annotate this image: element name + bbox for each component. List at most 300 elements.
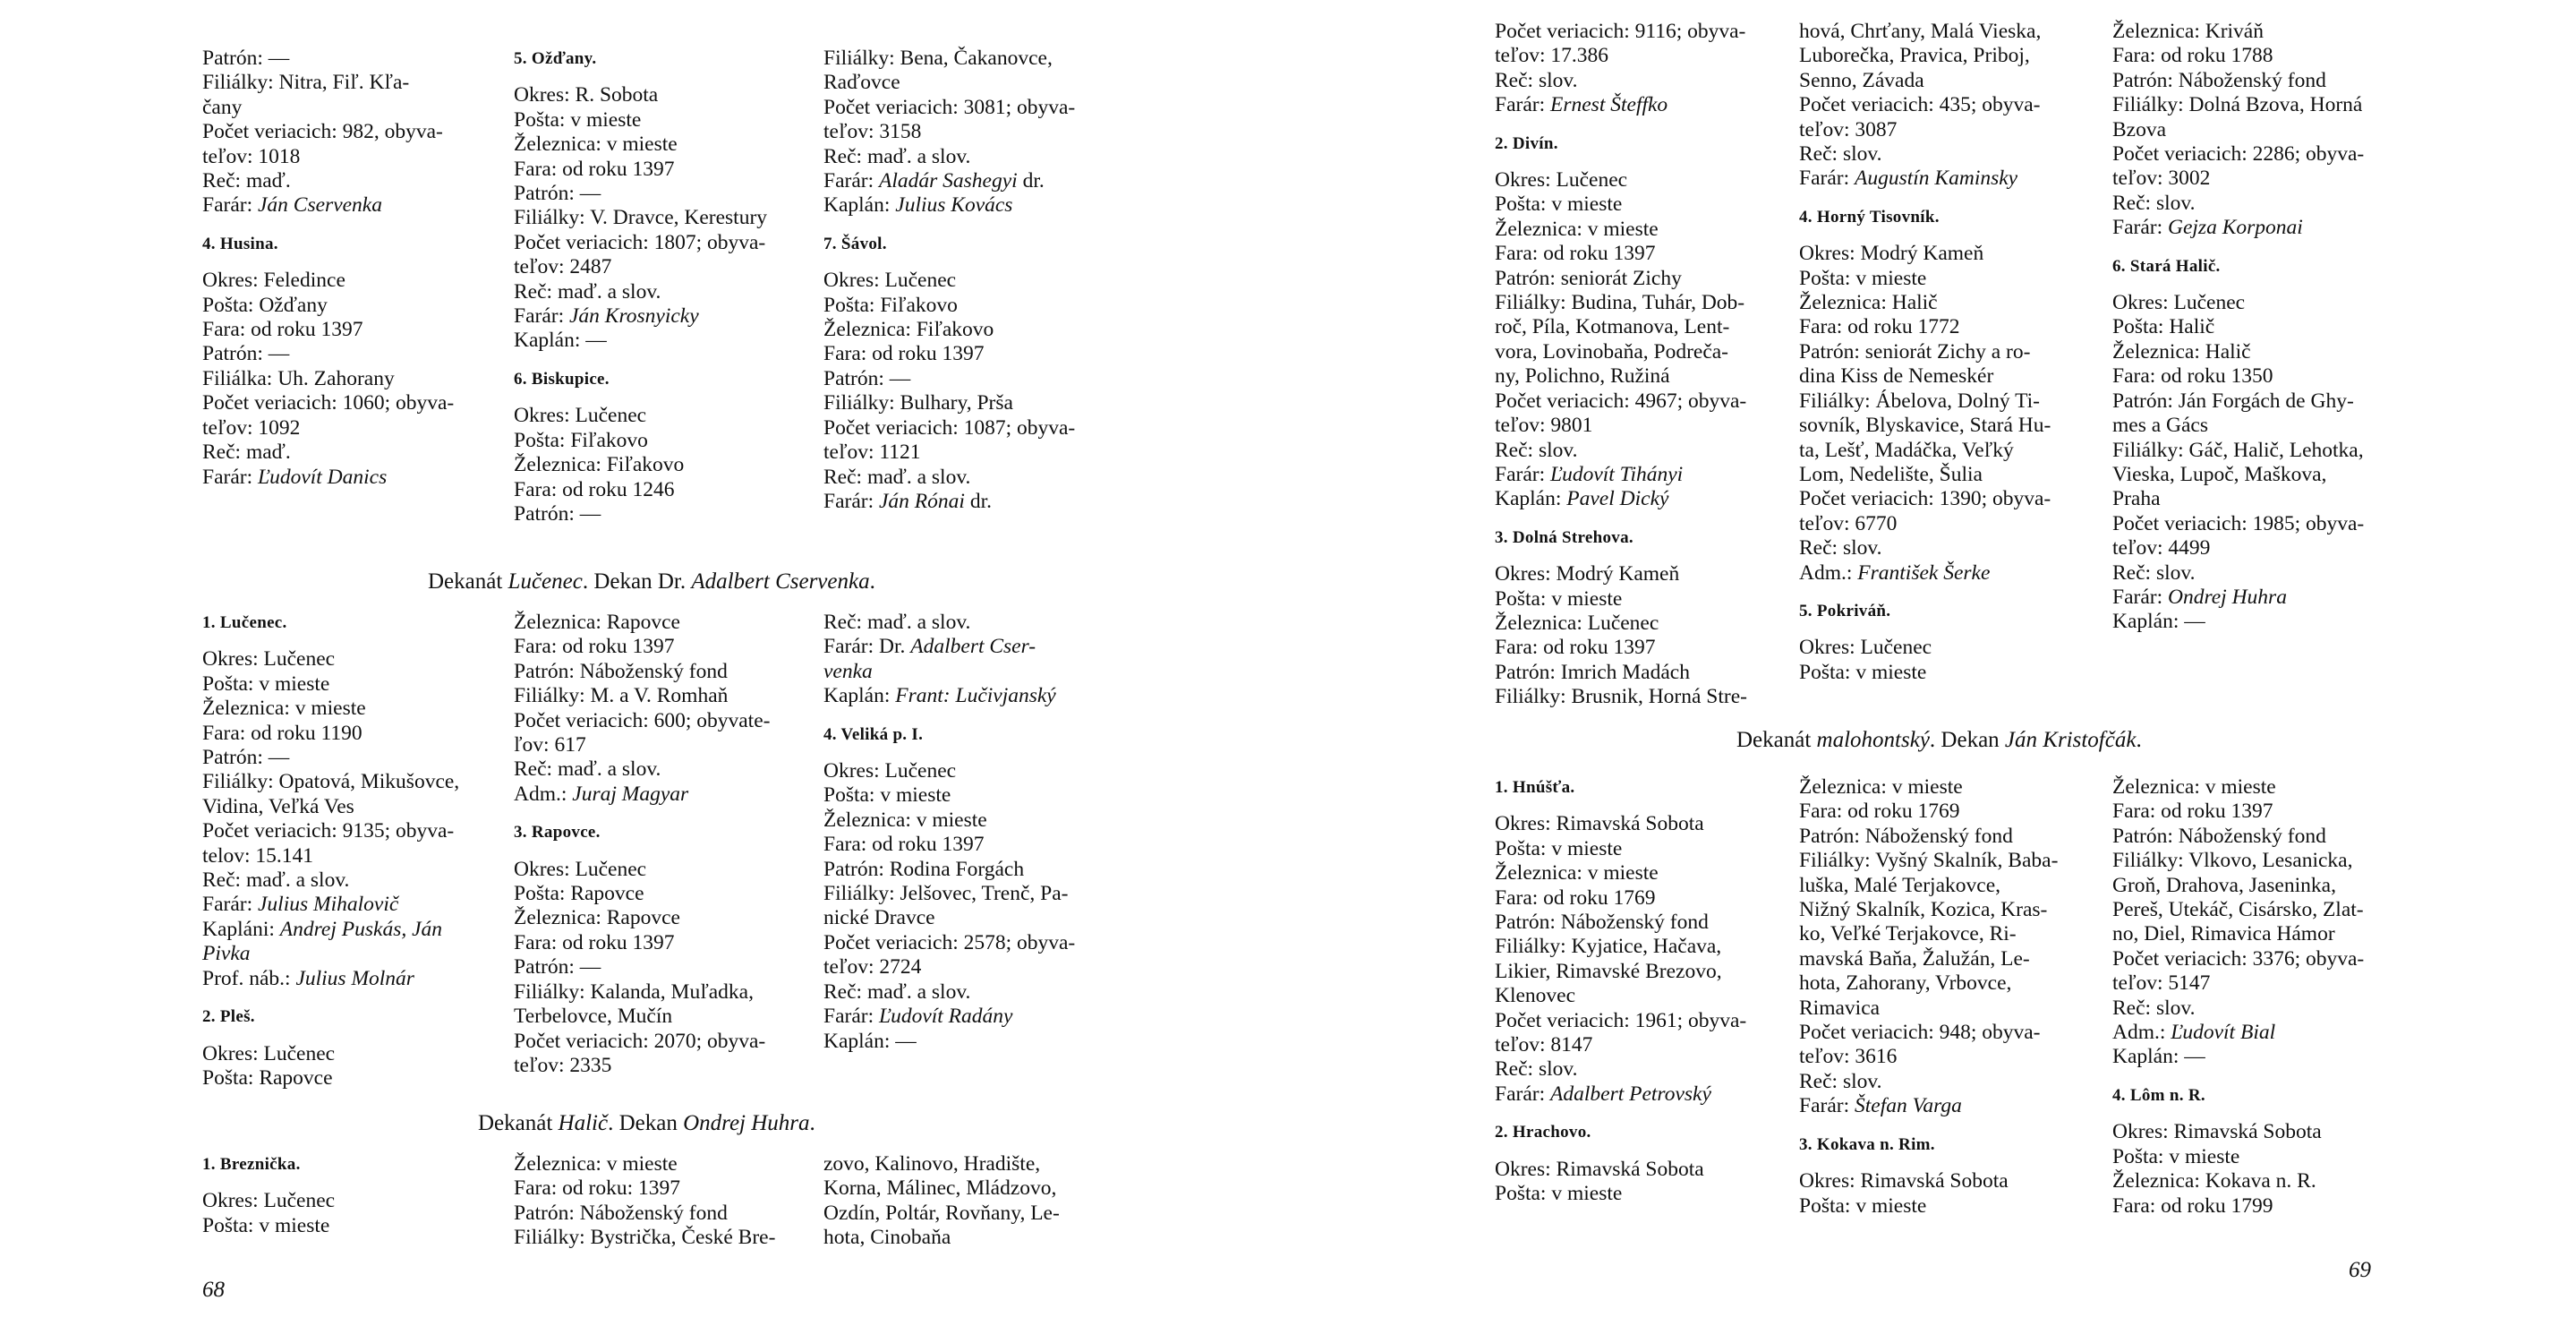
entry-line: Reč: slov. (2112, 996, 2196, 1020)
entry-name: Ján Rónai (879, 489, 965, 513)
entry-line: Patrón: — (202, 746, 290, 770)
entry-line: Počet veriacich: 435; obyva- (1799, 93, 2041, 117)
entry-line: Groň, Drahova, Jaseninka, (2112, 873, 2336, 897)
entry-line: Filiálky: Bystrička, České Bre- (514, 1226, 776, 1250)
parish-heading: 3. Kokava n. Rim. (1799, 1134, 1935, 1154)
entry-line: Reč: slov. (1495, 438, 1578, 462)
entry-line: Železnica: Kriváň (2112, 20, 2264, 43)
entry-line: Okres: Rimavská Sobota (1495, 1157, 1704, 1181)
entry-line: Železnica: v mieste (514, 133, 678, 157)
entry-line: Pošta: Ožďany (202, 293, 328, 317)
entry-line: Pošta: Halič (2112, 315, 2215, 339)
entry-line: teľov: 5147 (2112, 971, 2211, 996)
entry-line: hota, Cinobaňa (823, 1226, 951, 1250)
parish-heading: 2. Divín. (1495, 133, 1558, 153)
entry-line: ľov: 617 (514, 733, 586, 757)
entry-line: Fara: od roku 1397 (514, 157, 675, 181)
entry-line: Železnica: Halič (2112, 339, 2251, 364)
entry-line (202, 942, 459, 966)
left-top-col-3 (823, 47, 1075, 514)
entry-line: teľov: 1121 (823, 441, 921, 465)
entry-name: Ernest Šteffko (1550, 93, 1668, 117)
parish-heading: 3. Rapovce. (514, 823, 601, 843)
entry-line (202, 918, 459, 942)
left-mid-col-2 (514, 611, 770, 1078)
entry-line: Počet veriacich: 1060; obyva- (202, 391, 455, 415)
entry-line: vora, Lovinobaňa, Podreča- (1495, 339, 1729, 364)
entry-name: Frant: Lučivjanský (895, 684, 1056, 708)
dekanat-mid: . Dekan (1929, 728, 2005, 752)
entry-line: Fara: od roku 1397 (2112, 800, 2273, 824)
entry-line (823, 169, 1075, 193)
entry-line: teľov: 2487 (514, 255, 612, 279)
entry-label: Farár: Dr. (823, 635, 911, 659)
left-mid-col-1 (202, 611, 459, 1091)
entry-line: Reč: maď. a slov. (823, 465, 971, 489)
entry-line: Patrón: seniorát Zichy a ro- (1799, 339, 2031, 364)
entry-line: Filiálky: M. a V. Romhaň (514, 684, 729, 708)
entry-line: Reč: maď. (202, 441, 291, 465)
parish-heading: 6. Biskupice. (514, 369, 610, 389)
entry-line (202, 967, 459, 991)
entry-line: Patrón: Imrich Madách (1495, 660, 1690, 684)
entry-line: Pošta: Rapovce (202, 1065, 333, 1090)
entry-line: Železnica: v mieste (1495, 217, 1659, 241)
entry-line: Fara: od roku 1772 (1799, 315, 1960, 339)
entry-line: sovník, Blyskavice, Stará Hu- (1799, 414, 2051, 438)
entry-line: Kaplán: — (2112, 610, 2205, 634)
entry-name: Ľudovít Radány (879, 1005, 1013, 1029)
entry-line: Reč: maď. (202, 169, 291, 193)
parish-heading: 4. Lôm n. R. (2112, 1085, 2205, 1105)
entry-line: telov: 15.141 (202, 843, 314, 868)
entry-line: Pošta: v mieste (1495, 1182, 1623, 1206)
left-top-col-1 (202, 47, 454, 490)
dekan-name: Adalbert Cservenka (691, 569, 870, 594)
entry-line: Pošta: v mieste (1799, 1193, 1927, 1218)
entry-line: Pošta: v mieste (823, 783, 951, 808)
entry-label: Farár: (514, 304, 569, 329)
entry-line: Klenovec (1495, 984, 1576, 1008)
entry-name: František Šerke (1857, 560, 1991, 585)
entry-line (1495, 93, 1747, 117)
entry-line (2112, 216, 2364, 240)
left-bottom-col-3 (823, 1152, 1060, 1251)
entry-line: Pošta: v mieste (202, 1213, 330, 1237)
dekanat-mid: . Dekan Dr. (582, 569, 692, 594)
entry-line (2112, 586, 2364, 610)
entry-line: Počet veriacich: 1087; obyva- (823, 415, 1076, 440)
entry-line (1799, 167, 2051, 191)
right-bottom-col-2 (1799, 775, 2058, 1219)
entry-line: teľov: 3158 (823, 120, 922, 144)
entry-line: roč, Píla, Kotmanova, Lent- (1495, 315, 1730, 339)
entry-line: Pošta: v mieste (1495, 836, 1623, 860)
entry-name: Pivka (202, 942, 251, 966)
entry-line (1799, 561, 2051, 586)
entry-line: Senno, Závada (1799, 68, 1924, 92)
entry-line: Okres: Lučenec (202, 1041, 336, 1065)
entry-line: Korna, Málinec, Mládzovo, (823, 1176, 1057, 1201)
entry-line: Patrón: Náboženský fond (2112, 824, 2326, 848)
entry-line: Železnica: Lučenec (1495, 611, 1659, 635)
entry-line: Počet veriacich: 2070; obyva- (514, 1029, 766, 1053)
entry-line: zovo, Kalinovo, Hradište, (823, 1152, 1041, 1176)
entry-line: Terbelovce, Mučín (514, 1005, 673, 1029)
dekanat-prefix: Dekanát (1736, 728, 1817, 752)
entry-line: Fara: od roku 1799 (2112, 1193, 2273, 1218)
entry-line (1799, 1094, 2058, 1118)
entry-name: Augustín Kaminsky (1855, 167, 2018, 191)
entry-line: Počet veriacich: 2578; obyva- (823, 930, 1076, 954)
entry-line: Počet veriacich: 1390; obyva- (1799, 487, 2051, 511)
entry-line: Bzova (2112, 117, 2167, 141)
entry-line: teľov: 4499 (2112, 536, 2211, 560)
entry-line: Patrón: Náboženský fond (2112, 68, 2326, 92)
entry-line: Filiálky: Kalanda, Muľadka, (514, 979, 754, 1004)
parish-heading: 2. Pleš. (202, 1007, 255, 1027)
entry-line (202, 193, 454, 218)
entry-line: Filiálky: Budina, Tuhár, Dob- (1495, 291, 1745, 315)
entry-name: Ľudovít Danics (258, 465, 388, 489)
dekanat-heading-malohontsky (1736, 727, 2142, 754)
entry-line: Patrón: — (514, 501, 601, 526)
entry-line: Filiálky: Gáč, Halič, Lehotka, (2112, 438, 2364, 462)
entry-line: Patrón: seniorát Zichy (1495, 266, 1682, 290)
entry-line: teľov: 9801 (1495, 414, 1593, 438)
entry-line: Počet veriacich: 9116; obyva- (1495, 20, 1746, 43)
parish-heading: 4. Horný Tisovník. (1799, 207, 1940, 227)
entry-line: Reč: maď. a slov. (823, 611, 971, 634)
entry-label: Kaplán: (1495, 487, 1567, 511)
entry-line: Okres: Modrý Kameň (1799, 242, 1984, 266)
entry-line: Počet veriacich: 2286; obyva- (2112, 142, 2365, 167)
entry-line: hota, Zahorany, Vrbovce, (1799, 971, 2012, 996)
entry-line (514, 783, 770, 807)
entry-name: Pavel Dický (1566, 487, 1669, 511)
entry-line: Patrón: — (202, 47, 290, 70)
right-top-col-3 (2112, 20, 2364, 635)
entry-label: Farár: (1799, 167, 1855, 191)
entry-line: Vidina, Veľká Ves (202, 794, 354, 818)
entry-line: Fara: od roku 1769 (1799, 800, 1960, 824)
dekanat-name: Halič (558, 1111, 609, 1135)
entry-line: Rimavica (1799, 996, 1881, 1020)
entry-line: Raďovce (823, 71, 900, 95)
entry-line: Ozdín, Poltár, Rovňany, Le- (823, 1201, 1060, 1225)
entry-line: Filiálky: Dolná Bzova, Horná (2112, 93, 2363, 117)
entry-line: Okres: Feledince (202, 269, 345, 293)
entry-line: Železnica: v mieste (202, 697, 366, 721)
entry-line: Patrón: — (202, 342, 290, 366)
entry-line: Okres: Lučenec (514, 404, 647, 428)
entry-line: Pošta: v mieste (514, 107, 642, 132)
entry-line: Fara: od roku 1397 (514, 930, 675, 954)
entry-line: Počet veriacich: 600; obyvate- (514, 708, 771, 732)
entry-line: Fara: od roku 1769 (1495, 885, 1656, 910)
entry-line: Fara: od roku 1397 (1495, 242, 1656, 266)
entry-line: Okres: Rimavská Sobota (2112, 1120, 2322, 1144)
entry-line: Okres: Lučenec (1495, 168, 1628, 192)
left-mid-col-3 (823, 611, 1075, 1054)
entry-line (823, 635, 1075, 659)
entry-name: Ondrej Huhra (2168, 585, 2287, 609)
dekanat-heading-halic (478, 1110, 815, 1137)
entry-name: Ján Krosnyicky (569, 304, 699, 329)
entry-line: Reč: slov. (1495, 68, 1578, 92)
entry-line: Fara: od roku 1190 (202, 721, 363, 745)
entry-label: Adm.: (1799, 560, 1858, 585)
entry-line (202, 466, 454, 490)
entry-line: Filiálka: Uh. Zahorany (202, 366, 395, 390)
entry-line: Železnica: Fiľakovo (823, 318, 994, 342)
entry-line: Fara: od roku 1397 (823, 342, 985, 366)
entry-name: Ľudovít Bial (2171, 1021, 2276, 1045)
entry-line: Kaplán: — (2112, 1045, 2205, 1069)
entry-line (1495, 1082, 1746, 1107)
entry-line: mes a Gács (2112, 414, 2209, 438)
entry-line: Patrón: Náboženský fond (514, 1201, 728, 1225)
parish-heading: 3. Dolná Strehova. (1495, 527, 1633, 547)
entry-line: Pošta: v mieste (1799, 266, 1927, 290)
parish-heading: 1. Breznička. (202, 1155, 301, 1174)
entry-line: Počet veriacich: 3081; obyva- (823, 95, 1076, 119)
entry-label: Farár: (202, 465, 258, 489)
entry-line: Okres: Lučenec (514, 857, 647, 881)
right-top-col-1 (1495, 20, 1747, 710)
entry-line: teľov: 3087 (1799, 117, 1898, 141)
entry-line: Filiálky: Ábelova, Dolný Ti- (1799, 389, 2040, 413)
entry-line: Filiálky: Vyšný Skalník, Baba- (1799, 849, 2059, 873)
entry-line: Železnica: v mieste (2112, 775, 2276, 799)
page-number-left: 68 (202, 1278, 225, 1302)
entry-line: Počet veriacich: 1985; obyva- (2112, 511, 2365, 535)
entry-name: Ľudovít Tihányi (1550, 462, 1684, 486)
entry-line: Počet veriacich: 1961; obyva- (1495, 1008, 1747, 1032)
entry-line: Fara: od roku 1788 (2112, 44, 2273, 68)
entry-line: Filiálky: Jelšovec, Trenč, Pa- (823, 882, 1069, 906)
entry-line: Okres: Lučenec (1799, 636, 1932, 660)
parish-heading: 1. Hnúšťa. (1495, 778, 1575, 797)
entry-line: Pošta: v mieste (2112, 1144, 2240, 1168)
parish-heading: 5. Ožďany. (514, 49, 597, 68)
entry-line: Reč: slov. (1799, 536, 1882, 560)
entry-line: Železnica: v mieste (1495, 861, 1659, 885)
right-top-col-2 (1799, 20, 2051, 685)
entry-line: teľov: 2724 (823, 955, 922, 979)
entry-name: Julius Kovács (895, 193, 1013, 218)
entry-line: Kaplán: — (823, 1029, 917, 1053)
entry-line: Reč: maď. a slov. (823, 979, 971, 1004)
entry-line: Lom, Nedelište, Šulia (1799, 462, 1983, 486)
entry-label: Prof. náb.: (202, 966, 296, 990)
entry-line: Patrón: — (823, 366, 911, 390)
entry-line: Pošta: Fiľakovo (823, 293, 958, 317)
entry-line (202, 893, 459, 917)
entry-line: čany (202, 95, 243, 119)
entry-label: Farár: (823, 489, 879, 513)
entry-label: Kaplán: (823, 193, 896, 218)
dekanat-end: . (809, 1111, 815, 1135)
entry-line: Praha (2112, 487, 2161, 511)
entry-name: Gejza Korponai (2168, 216, 2303, 240)
entry-line: Okres: Modrý Kameň (1495, 562, 1680, 586)
entry-line: Železnica: v mieste (823, 808, 987, 832)
entry-name: Adalbert Petrovský (1550, 1082, 1711, 1106)
entry-label: Farár: (2112, 585, 2168, 609)
entry-line: nické Dravce (823, 906, 935, 930)
entry-line: Luborečka, Pravica, Priboj, (1799, 44, 2030, 68)
entry-line: Reč: slov. (1799, 142, 1882, 167)
parish-heading: 4. Veliká p. I. (823, 724, 924, 744)
entry-line (823, 490, 1075, 514)
entry-line: Železnica: Halič (1799, 291, 1938, 315)
entry-line: Patrón: Ján Forgách de Ghy- (2112, 389, 2354, 413)
entry-line: Fara: od roku 1397 (514, 635, 675, 659)
entry-line (1495, 463, 1747, 487)
entry-name: Andrej Puskás, Ján (279, 917, 443, 941)
entry-line: Počet veriacich: 1807; obyva- (514, 230, 766, 254)
entry-line: Pošta: v mieste (1799, 660, 1927, 684)
left-bottom-col-2 (514, 1152, 775, 1251)
entry-name: Julius Molnár (295, 966, 414, 990)
dekanat-prefix: Dekanát (478, 1111, 559, 1135)
entry-line (514, 304, 767, 329)
entry-line (1495, 487, 1747, 511)
entry-line: teľov: 1092 (202, 415, 301, 440)
entry-line (2112, 1021, 2364, 1045)
entry-name: Julius Mihalovič (258, 893, 399, 917)
entry-line: Okres: Lučenec (823, 269, 957, 293)
entry-name: Adalbert Cser- (910, 635, 1036, 659)
entry-name: Štefan Varga (1855, 1094, 1962, 1118)
entry-line: Počet veriacich: 3376; obyva- (2112, 946, 2365, 971)
dekanat-name: malohontský (1816, 728, 1930, 752)
entry-line: Okres: Lučenec (202, 1189, 336, 1213)
entry-line: mavská Baňa, Žalužán, Le- (1799, 946, 2030, 971)
right-bottom-col-1 (1495, 775, 1746, 1207)
entry-line: Fara: od roku 1397 (1495, 636, 1656, 660)
entry-line: Okres: Rimavská Sobota (1799, 1169, 2009, 1193)
entry-label: Farár: (1495, 1082, 1550, 1106)
entry-line: Reč: maď. a slov. (202, 868, 350, 893)
entry-line: teľov: 6770 (1799, 511, 1898, 535)
entry-name: Aladár Sashegyi (879, 169, 1018, 193)
parish-heading: 6. Stará Halič. (2112, 256, 2221, 276)
entry-line: teľov: 3002 (2112, 167, 2211, 191)
entry-line: Okres: Lučenec (2112, 291, 2246, 315)
entry-line: Pošta: Fiľakovo (514, 428, 648, 452)
entry-line: dina Kiss de Nemeskér (1799, 364, 1994, 389)
entry-line: Filiálky: Kyjatice, Hačava, (1495, 935, 1722, 959)
parish-heading: 7. Šávol. (823, 234, 887, 253)
entry-suffix: dr. (964, 489, 992, 513)
entry-line: Železnica: Kokava n. R. (2112, 1169, 2316, 1193)
entry-label: Farár: (202, 193, 258, 218)
entry-line: Reč: maď. a slov. (514, 279, 661, 304)
parish-heading: 1. Lučenec. (202, 613, 287, 632)
entry-line: ny, Polichno, Ružiná (1495, 364, 1670, 389)
left-bottom-col-1 (202, 1152, 335, 1238)
entry-label: Kaplán: (823, 684, 896, 708)
entry-line: ko, Veľké Terjakovce, Ri- (1799, 922, 2017, 946)
entry-line: Reč: maď. a slov. (514, 757, 661, 782)
entry-line: teľov: 8147 (1495, 1033, 1593, 1057)
entry-label: Farár: (2112, 216, 2168, 240)
entry-line: Fara: od roku 1397 (202, 318, 363, 342)
entry-line: Počet veriacich: 948; obyva- (1799, 1021, 2041, 1045)
entry-line: Likier, Rimavské Brezovo, (1495, 959, 1722, 983)
entry-label: Farár: (823, 1005, 879, 1029)
entry-label: Kapláni: (202, 917, 280, 941)
entry-line: Okres: Lučenec (202, 647, 336, 672)
entry-line: Pošta: v mieste (202, 672, 330, 696)
entry-line: Železnica: Fiľakovo (514, 453, 685, 477)
entry-line: Fara: od roku 1350 (2112, 364, 2273, 389)
entry-line: Patrón: — (514, 182, 601, 206)
entry-name: Juraj Magyar (572, 782, 689, 806)
page-number-right: 69 (2349, 1258, 2371, 1282)
entry-line: Počet veriacich: 982, obyva- (202, 120, 443, 144)
entry-line: Filiálky: Brusnik, Horná Stre- (1495, 685, 1747, 709)
entry-line: Filiálky: Bena, Čakanovce, (823, 47, 1053, 70)
entry-line: Nižný Skalník, Kozica, Kras- (1799, 898, 2048, 922)
entry-label: Farár: (823, 169, 879, 193)
entry-line: Okres: Rimavská Sobota (1495, 812, 1704, 836)
entry-line: Patrón: Náboženský fond (1495, 911, 1709, 935)
entry-line: Reč: maď. a slov. (823, 144, 971, 168)
right-bottom-col-3 (2112, 775, 2364, 1219)
entry-name: venka (823, 659, 873, 683)
entry-line: Fara: od roku 1246 (514, 477, 675, 501)
entry-line: teľov: 2335 (514, 1053, 612, 1077)
entry-line: Okres: R. Sobota (514, 83, 659, 107)
parish-heading: 4. Husina. (202, 234, 278, 253)
entry-label: Farár: (202, 893, 258, 917)
entry-line: Filiálky: Bulhary, Prša (823, 391, 1013, 415)
entry-label: Adm.: (514, 782, 573, 806)
dekanat-prefix: Dekanát (428, 569, 508, 594)
entry-line: Patrón: Náboženský fond (514, 659, 728, 683)
dekan-name: Ján Kristofčák (2004, 728, 2137, 752)
entry-line: Kaplán: — (514, 329, 607, 353)
entry-line: Filiálky: Nitra, Fiľ. Kľa- (202, 71, 410, 95)
entry-line: Pošta: v mieste (1495, 586, 1623, 611)
dekanat-end: . (869, 569, 875, 594)
entry-line: Reč: slov. (1495, 1057, 1578, 1082)
entry-line: Pošta: Rapovce (514, 882, 644, 906)
entry-name: Ján Cservenka (258, 193, 382, 218)
entry-line: Železnica: v mieste (1799, 775, 1963, 799)
dekanat-end: . (2136, 728, 2142, 752)
entry-line: luška, Malé Terjakovce, (1799, 873, 2001, 897)
entry-line: teľov: 3616 (1799, 1045, 1898, 1069)
entry-suffix: dr. (1017, 169, 1045, 193)
entry-line (823, 660, 1075, 684)
entry-line: Reč: slov. (2112, 191, 2196, 215)
dekanat-heading-lucenec (428, 569, 875, 595)
parish-heading: 5. Pokriváň. (1799, 601, 1891, 620)
entry-line: Fara: od roku 1397 (823, 833, 985, 857)
entry-line: hová, Chrťany, Malá Vieska, (1799, 20, 2042, 43)
entry-line: teľov: 1018 (202, 144, 301, 168)
entry-line (823, 1005, 1075, 1029)
entry-line: Patrón: — (514, 955, 601, 979)
entry-line: Filiálky: V. Dravce, Kerestury (514, 206, 768, 230)
entry-line: Reč: slov. (2112, 560, 2196, 585)
entry-line: Filiálky: Opatová, Mikušovce, (202, 770, 460, 794)
entry-line: Železnica: v mieste (514, 1152, 678, 1176)
